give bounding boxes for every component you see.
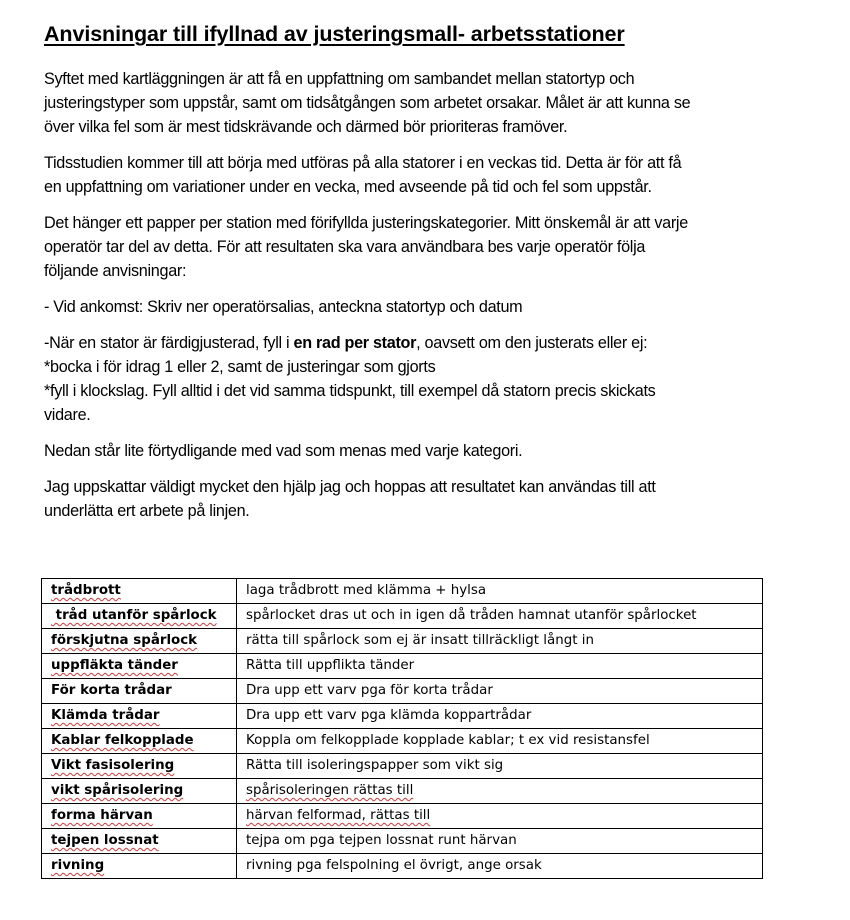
text-segment: -När en stator är färdigjusterad, fyll i [44,334,294,352]
category-label: forma härvan [51,808,153,823]
description-cell: Dra upp ett varv pga klämda koppartrådar [237,704,763,729]
category-cell [42,779,237,804]
description-text: härvan felformad, rättas till [246,808,431,823]
table-row [42,754,763,779]
description-cell: rätta till spårlock som ej är insatt tillräckligt långt in [237,629,763,654]
category-label: uppfläkta tänder [51,658,178,673]
table-row [42,729,763,754]
category-label: Klämda trådar [51,708,160,723]
category-cell [42,604,237,629]
text-segment: , oavsett om den justerats eller ej: [416,334,648,352]
table-row [42,854,763,879]
table-row [42,629,763,654]
emphasis-text: en rad per stator [293,334,417,352]
table-row [42,804,763,829]
table-row [42,829,763,854]
category-cell [42,579,237,604]
category-cell [42,654,237,679]
table-row [42,654,763,679]
category-label: rivning [51,858,105,873]
table-row [42,679,763,704]
table-row [42,604,763,629]
text-line: underlätta ert arbete på linjen. [44,502,250,520]
description-cell [237,804,763,829]
document-page [44,22,824,535]
description-cell: tejpa om pga tejpen lossnat runt härvan [237,829,763,854]
description-cell: Rätta till isoleringspapper som vikt sig [237,754,763,779]
paragraph-study-period [44,151,824,199]
category-label: tejpen lossnat [51,833,159,848]
description-cell: laga trådbrott med klämma + hylsa [237,579,763,604]
paragraph-thanks [44,475,824,523]
paragraph-arrival [44,295,824,319]
text-line: *fyll i klockslag. Fyll alltid i det vid samma tidspunkt, till exempel då statorn precis skickats [44,382,656,400]
category-cell [42,729,237,754]
text-line: *bocka i för idrag 1 eller 2, samt de justeringar som gjorts [44,358,436,376]
text-line: en uppfattning om variationer under en vecka, med avseende på tid och fel som uppstår. [44,178,652,196]
text-line: operatör tar del av detta. För att resultaten ska vara användbara bes varje operatör följa [44,238,646,256]
document-title: Anvisningar till ifyllnad av justeringsmall- arbetsstationer [44,22,625,46]
description-cell: Koppla om felkopplade kopplade kablar; t ex vid resistansfel [237,729,763,754]
category-label: förskjutna spårlock [51,633,198,648]
table-row [42,779,763,804]
category-cell [42,704,237,729]
category-label: vikt spårisolering [51,783,184,798]
description-cell [237,779,763,804]
description-cell: rivning pga felspolning el övrigt, ange orsak [237,854,763,879]
text-line: över vilka fel som är mest tidskrävande och därmed bör prioriteras framöver. [44,118,568,136]
text-line: vidare. [44,406,91,424]
paragraph-purpose [44,67,824,139]
description-cell [237,604,763,629]
category-cell [42,754,237,779]
paragraph-paper-per-station [44,211,824,283]
category-cell [42,629,237,654]
text-line: Jag uppskattar väldigt mycket den hjälp jag och hoppas att resultatet kan användas till att [44,478,656,496]
text-line: Syftet med kartläggningen är att få en uppfattning om sambandet mellan statortyp och [44,70,635,88]
table-row [42,704,763,729]
description-text: spårisoleringen rättas till [246,783,414,798]
category-table [41,578,763,879]
text-line: Nedan står lite förtydligande med vad som menas med varje kategori. [44,442,523,460]
category-label: Kablar felkopplade [51,733,194,748]
category-label: För korta trådar [51,683,172,698]
category-cell [42,829,237,854]
category-label: tråd utanför spårlock [51,608,217,623]
text-line: Det hänger ett papper per station med förifyllda justeringskategorier. Mitt önskemål är att varje [44,214,688,232]
text-line: - Vid ankomst: Skriv ner operatörsalias, anteckna statortyp och datum [44,298,523,316]
category-label: trådbrott [51,583,121,598]
text-line: följande anvisningar: [44,262,187,280]
text-line: Tidsstudien kommer till att börja med utföras på alla statorer i en veckas tid. Detta är för att få [44,154,682,172]
paragraph-instructions [44,331,824,427]
category-cell [42,854,237,879]
table-row [42,579,763,604]
category-cell [42,804,237,829]
description-cell: Rätta till uppflikta tänder [237,654,763,679]
description-text: spårlocket dras ut och in igen då tråden hamnat utanför spårlocket [246,608,697,623]
text-line: justeringstyper som uppstår, samt om tidsåtgången som arbetet orsakar. Målet är att kunna se [44,94,691,112]
text-line [44,331,824,355]
paragraph-clarification [44,439,824,463]
description-cell: Dra upp ett varv pga för korta trådar [237,679,763,704]
category-label: Vikt fasisolering [51,758,175,773]
category-cell [42,679,237,704]
